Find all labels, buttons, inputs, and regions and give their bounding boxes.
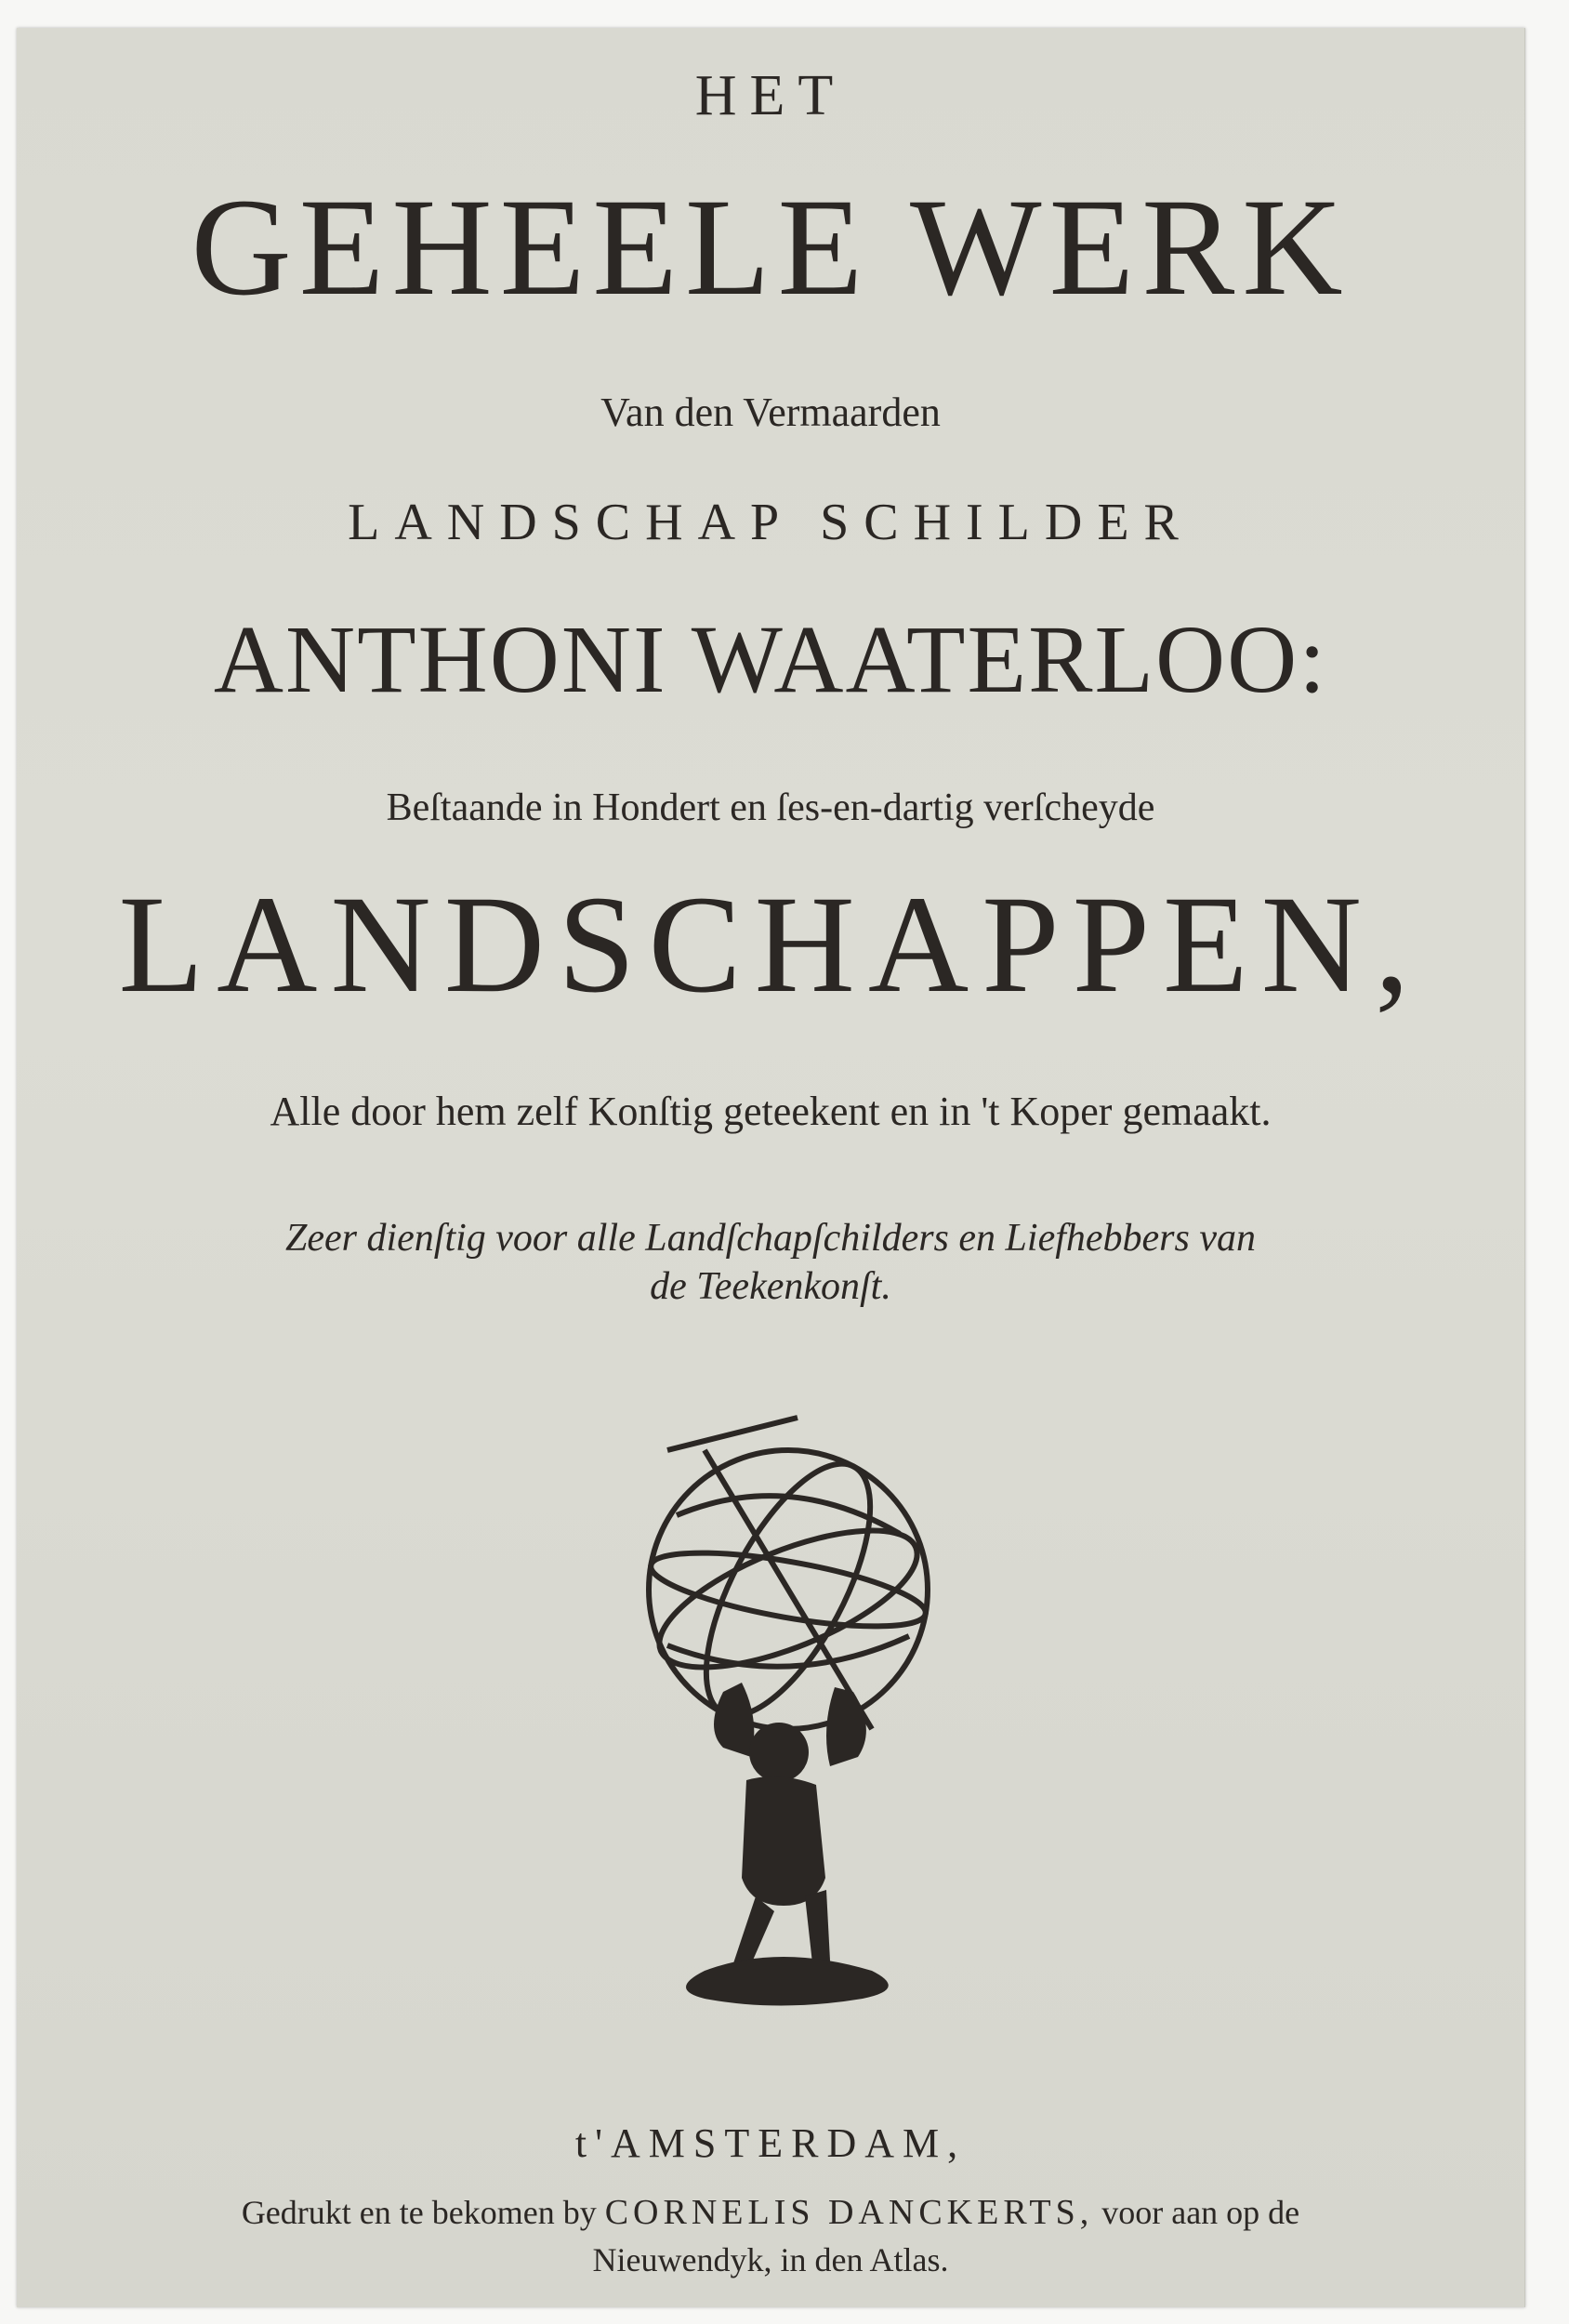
title-geheele-werk: GEHEELE WERK	[191, 170, 1351, 324]
author-name: ANTHONI WAATERLOO:	[213, 606, 1328, 713]
imprint-pre: Gedrukt en te bekomen by	[241, 2194, 605, 2231]
description-alle-door-hem: Alle door hem zelf Konſtig geteekent en in 't Koper gemaakt.	[270, 1089, 1272, 1134]
title-page-sheet	[17, 28, 1525, 2307]
description-bestaande: Beſtaande in Hondert en ſes-en-dartig verſcheyde	[386, 786, 1155, 829]
title-landschappen: LANDSCHAPPEN,	[118, 867, 1423, 1022]
title-het: HET	[694, 64, 847, 127]
subtitle-landschap-schilder: LANDSCHAP SCHILDER	[348, 494, 1193, 551]
imprint-line-2: Nieuwendyk, in den Atlas.	[592, 2241, 949, 2278]
imprint-city: t'AMSTERDAM,	[574, 2120, 967, 2166]
imprint-line-1	[17, 2192, 1524, 2233]
dedication-line-2: de Teekenkonſt.	[650, 1265, 891, 1308]
printer-name: CORNELIS DANCKERTS,	[604, 2193, 1094, 2232]
atlas-holding-globe-icon	[565, 1413, 1011, 2027]
subtitle-van-den-vermaarden: Van den Vermaarden	[600, 390, 941, 435]
dedication-line-1: Zeer dienſtig voor alle Landſchapſchilders en Liefhebbers van	[284, 1217, 1256, 1260]
imprint-post: voor aan op de	[1093, 2194, 1300, 2231]
